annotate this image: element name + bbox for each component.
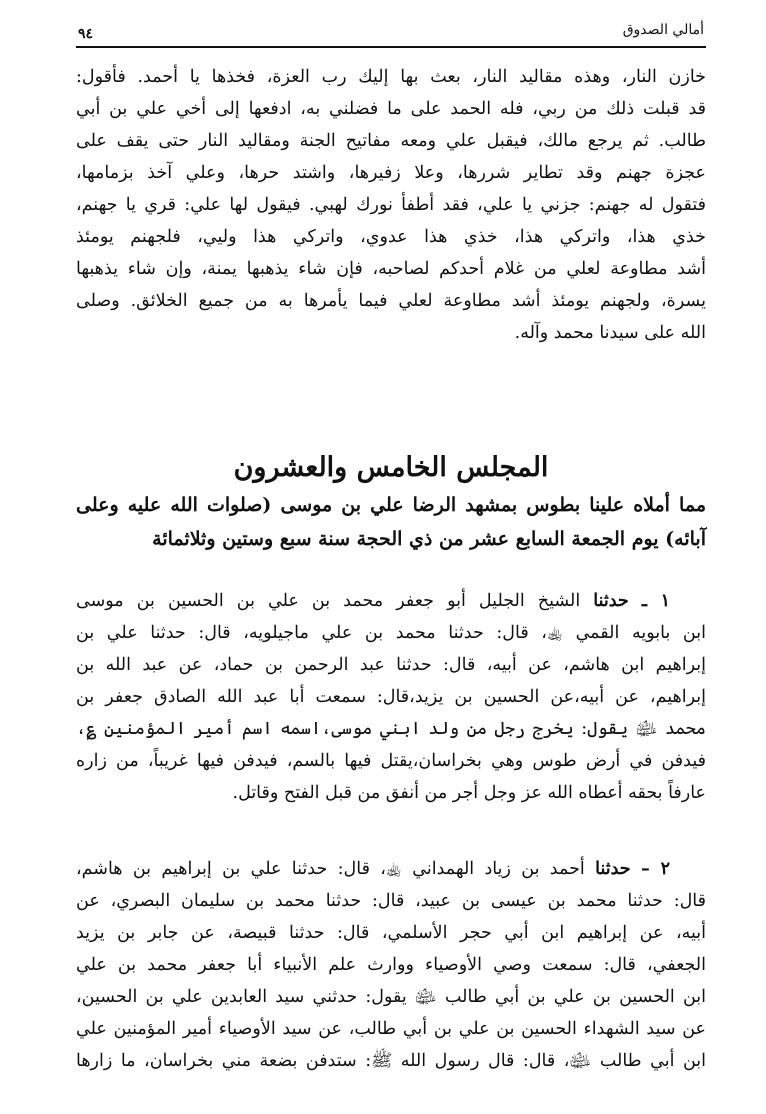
text-line (76, 853, 706, 885)
paragraph-continuation (76, 61, 706, 349)
running-header (78, 22, 704, 46)
text-line: محمد ﵉ يقول: يخرج رجل من ولد ابني موسى،اسمه اسم أمير المؤمنين ؏، (76, 719, 706, 739)
text-line: ابن بابويه القمي ﵀، قال: حدثنا محمد بن علي ماجيلويه، قال: حدثنا علي بن (76, 623, 706, 643)
hadith-opening: حدثنا (595, 859, 631, 879)
text-line: عارفاً بحقه أعطاه الله عز وجل أجر من أنفق من قبل الفتح وقاتل. (232, 783, 706, 803)
text-span: أحمد بن زياد الهمداني ﵀، قال: حدثنا علي بن إبراهيم بن هاشم، (76, 859, 585, 879)
text-line: عجزة جهنم وقد تطاير شررها، وعلا زفيرها، واشتد حرها، وعلي آخذ بزمامها، (76, 163, 706, 183)
hadith-opening: حدثنا (593, 591, 629, 611)
text-line: عن سيد الشهداء الحسين بن علي بن أبي طالب، عن سيد الأوصياء أمير المؤمنين علي (76, 1019, 706, 1039)
section-title: المجلس الخامس والعشرون (233, 452, 549, 483)
page-number: ٩٤ (78, 26, 94, 42)
text-line: خذي هذا، واتركي هذا، خذي هذا عدوي، واتركي هذا وليي، فلجهنم يومئذ (76, 227, 706, 247)
text-line: طالب. ثم يرجع مالك، فيقبل علي ومعه مفاتيح الجنة ومقاليد النار حتى يقف على (76, 131, 706, 151)
text-line: يسرة، ولجهنم يومئذ أشد مطاوعة لعلي فيما يأمرها به من جميع الخلائق. وصلى (76, 291, 706, 311)
book-title: أمالي الصدوق (622, 22, 704, 38)
text-line (76, 585, 706, 617)
text-line: أبيه، عن إبراهيم ابن أبي حجر الأسلمي، قال: حدثنا قبيصة، عن جابر بن يزيد (76, 923, 706, 943)
text-line: أشد مطاوعة لعلي من غلام أحدكم لصاحبه، فإن شاء يذهبها يمنة، وإن شاء يذهبها (76, 259, 706, 279)
text-line: قال: حدثنا محمد بن عيسى بن عبيد، قال: حدثنا محمد بن سليمان البصري، عن (76, 891, 706, 911)
text-line: الجعفي، قال: سمعت وصي الأوصياء ووارث علم الأنبياء أبا جعفر محمد بن علي (76, 955, 706, 975)
text-line: خازن النار، وهذه مقاليد النار، بعث بها إليك رب العزة، فخذها يا أحمد. فأقول: (76, 67, 706, 87)
text-line: قد قبلت ذلك من ربي، فله الحمد على ما فضلني به، ادفعها إلى أخي علي بن أبي (76, 99, 706, 119)
section-subtitle-line: مما أملاه علينا بطوس بمشهد الرضا علي بن موسى (صلوات الله عليه وعلى (76, 494, 706, 516)
hadith-1 (76, 585, 706, 809)
text-line: ابن أبي طالب ﵉، قال: قال رسول الله ﷺ: ستدفن بضعة مني بخراسان، ما زارها (76, 1051, 706, 1071)
text-span: الشيخ الجليل أبو جعفر محمد بن علي بن الحسين بن موسى (76, 591, 581, 611)
text-line: فيدفن في أرض طوس وهي بخراسان،يقتل فيها بالسم، فيدفن فيها غريباً، من زاره (76, 751, 706, 771)
hadith-2 (76, 853, 706, 1077)
section-heading (76, 448, 706, 556)
text-line: الله على سيدنا محمد وآله. (514, 323, 706, 343)
text-line: ابن الحسين بن علي بن أبي طالب ﵉ يقول: حدثني سيد العابدين علي بن الحسين، (76, 987, 706, 1007)
text-line: إبراهيم ابن هاشم، عن أبيه، قال: حدثنا عبد الرحمن بن حماد، عن عبد الله بن (76, 655, 706, 675)
hadith-number: ١ ـ (641, 591, 670, 611)
section-subtitle-line: آبائه) يوم الجمعة السابع عشر من ذي الحجة سنة سبع وستين وثلاثمائة (152, 528, 706, 550)
header-rule (76, 46, 706, 48)
text-line: إبراهيم، عن أبيه،عن الحسين بن يزيد،قال: سمعت أبا عبد الله الصادق جعفر بن (76, 687, 706, 707)
text-line: فتقول له جهنم: جزني يا علي، فقد أطفأ نورك لهبي. فيقول لها علي: قري يا جهنم، (76, 195, 706, 215)
hadith-number: ٢ – (640, 859, 670, 879)
